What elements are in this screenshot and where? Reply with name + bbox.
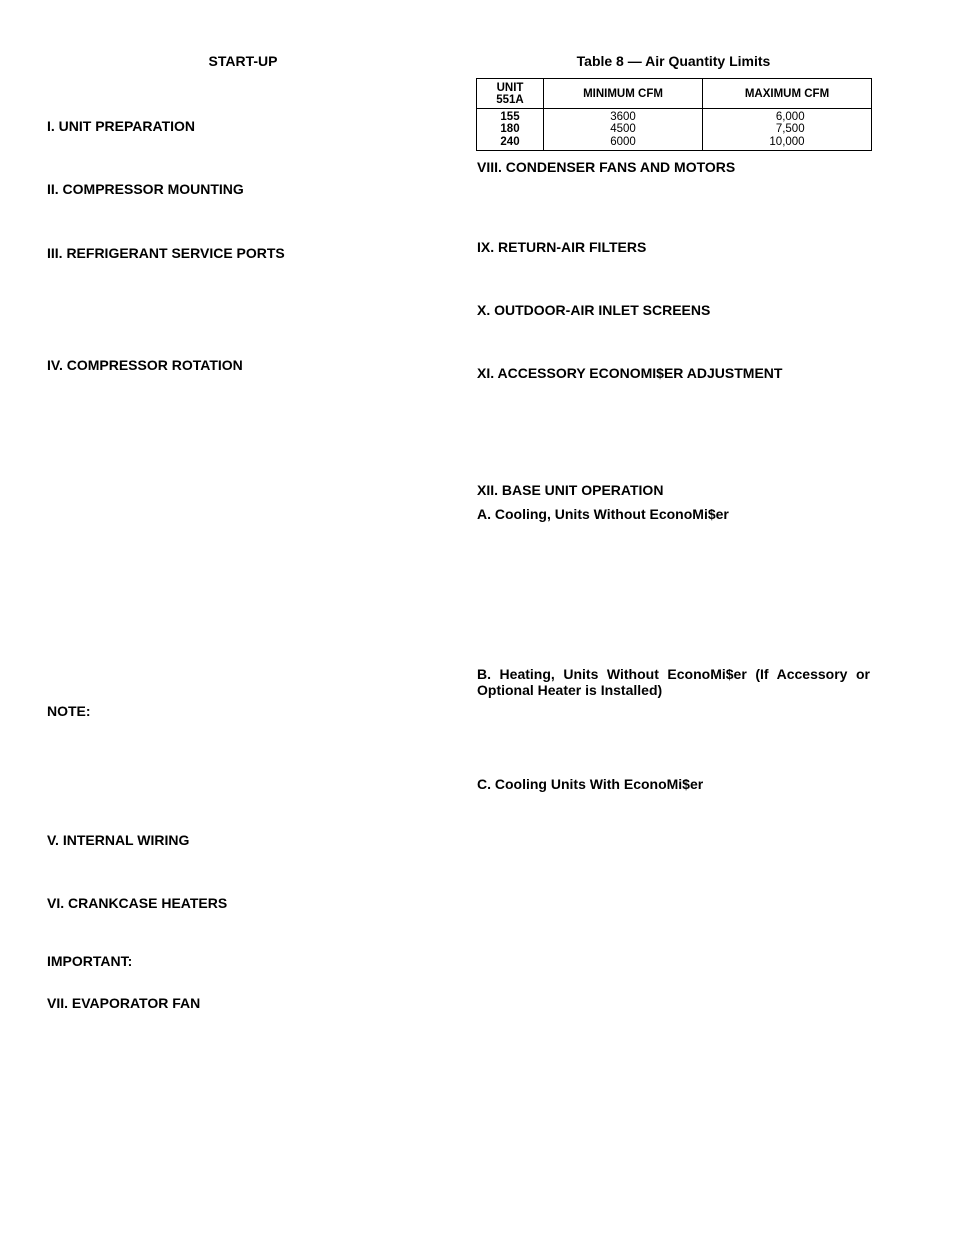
table-title: Table 8 — Air Quantity Limits [576, 53, 771, 69]
maximum-cfm-cell [703, 109, 872, 151]
unit-header-line1: UNIT [496, 81, 524, 94]
compressor-mounting-heading: II. COMPRESSOR MOUNTING [47, 181, 244, 197]
condenser-fans-heading: VIII. CONDENSER FANS AND MOTORS [477, 159, 736, 175]
crankcase-heaters-heading: VI. CRANKCASE HEATERS [47, 895, 228, 911]
compressor-rotation-heading: IV. COMPRESSOR ROTATION [47, 357, 243, 373]
maximum-cfm-header: MAXIMUM CFM [703, 79, 872, 109]
cooling-without-economiser-subheading: A. Cooling, Units Without EconoMi$er [477, 506, 729, 522]
unit-value: 240 [500, 135, 520, 148]
minimum-cfm-header: MINIMUM CFM [544, 79, 703, 109]
note-label: NOTE: [47, 703, 91, 719]
unit-cell [477, 109, 544, 151]
min-cfm-value: 4500 [610, 123, 636, 136]
max-cfm-value: 10,000 [769, 135, 805, 148]
internal-wiring-heading: V. INTERNAL WIRING [47, 832, 190, 848]
minimum-cfm-cell [544, 109, 703, 151]
important-label: IMPORTANT: [47, 953, 133, 969]
cooling-with-economiser-subheading: C. Cooling Units With EconoMi$er [477, 776, 704, 792]
max-cfm-value: 6,000 [775, 110, 805, 123]
evaporator-fan-heading: VII. EVAPORATOR FAN [47, 995, 201, 1011]
unit-header-line2: 551A [496, 93, 524, 106]
return-air-filters-heading: IX. RETURN-AIR FILTERS [477, 239, 647, 255]
air-quantity-limits-table [476, 78, 872, 151]
table-header-row [477, 79, 872, 109]
economiser-adjustment-heading: XI. ACCESSORY ECONOMI$ER ADJUSTMENT [477, 365, 783, 381]
unit-value: 180 [500, 123, 520, 136]
unit-value: 155 [500, 110, 520, 123]
max-cfm-value: 7,500 [775, 123, 805, 136]
unit-preparation-heading: I. UNIT PREPARATION [47, 118, 196, 134]
table-row [477, 109, 872, 151]
base-unit-operation-heading: XII. BASE UNIT OPERATION [477, 482, 664, 498]
unit-column-header [477, 79, 544, 109]
start-up-heading: START-UP [208, 53, 278, 69]
min-cfm-value: 6000 [610, 135, 636, 148]
outdoor-air-screens-heading: X. OUTDOOR-AIR INLET SCREENS [477, 302, 711, 318]
refrigerant-service-ports-heading: III. REFRIGERANT SERVICE PORTS [47, 245, 285, 261]
max-cfm-stack [769, 111, 804, 149]
min-cfm-value: 3600 [610, 110, 636, 123]
heating-without-economiser-subheading: B. Heating, Units Without EconoMi$er (If Accessory or Optional Heater is Installed) [477, 666, 870, 698]
